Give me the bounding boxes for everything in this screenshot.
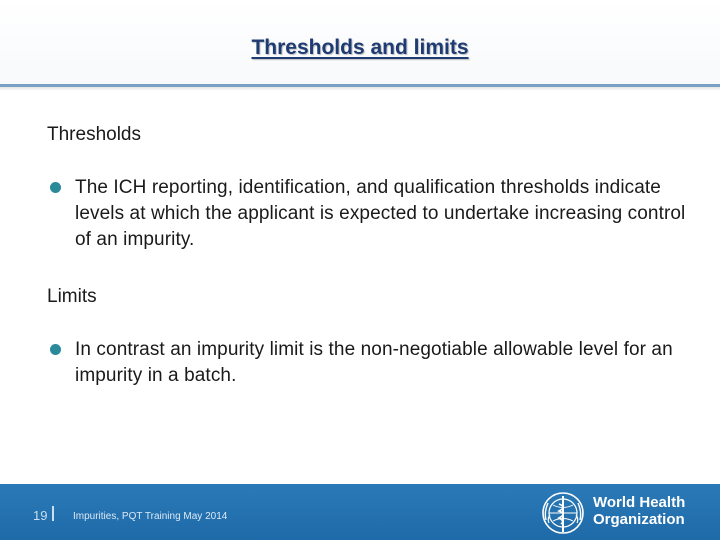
who-emblem-icon xyxy=(540,490,586,536)
title-bar xyxy=(0,0,720,86)
footer-text: Impurities, PQT Training May 2014 xyxy=(73,511,228,522)
section-heading-thresholds: Thresholds xyxy=(47,124,141,145)
who-wordmark xyxy=(593,494,685,528)
section-heading-limits: Limits xyxy=(47,286,97,307)
bullet-dot-icon xyxy=(50,182,61,193)
bullet-text: In contrast an impurity limit is the non-negotiable allowable level for an impurity in a batch. xyxy=(75,339,673,386)
footer-bar xyxy=(0,484,720,540)
bullet-dot-icon xyxy=(50,344,61,355)
page-number: 19 xyxy=(33,508,48,523)
bullet-text: The ICH reporting, identification, and qualification thresholds indicate levels at which the applicant is expected to undertake increasing control of an impurity. xyxy=(75,177,686,250)
who-name-line1: World Health xyxy=(593,494,686,511)
slide-title: Thresholds and limits xyxy=(251,36,469,59)
page-number-separator xyxy=(52,506,54,521)
who-name-line2: Organization xyxy=(593,511,685,528)
title-divider-shadow xyxy=(0,87,720,91)
